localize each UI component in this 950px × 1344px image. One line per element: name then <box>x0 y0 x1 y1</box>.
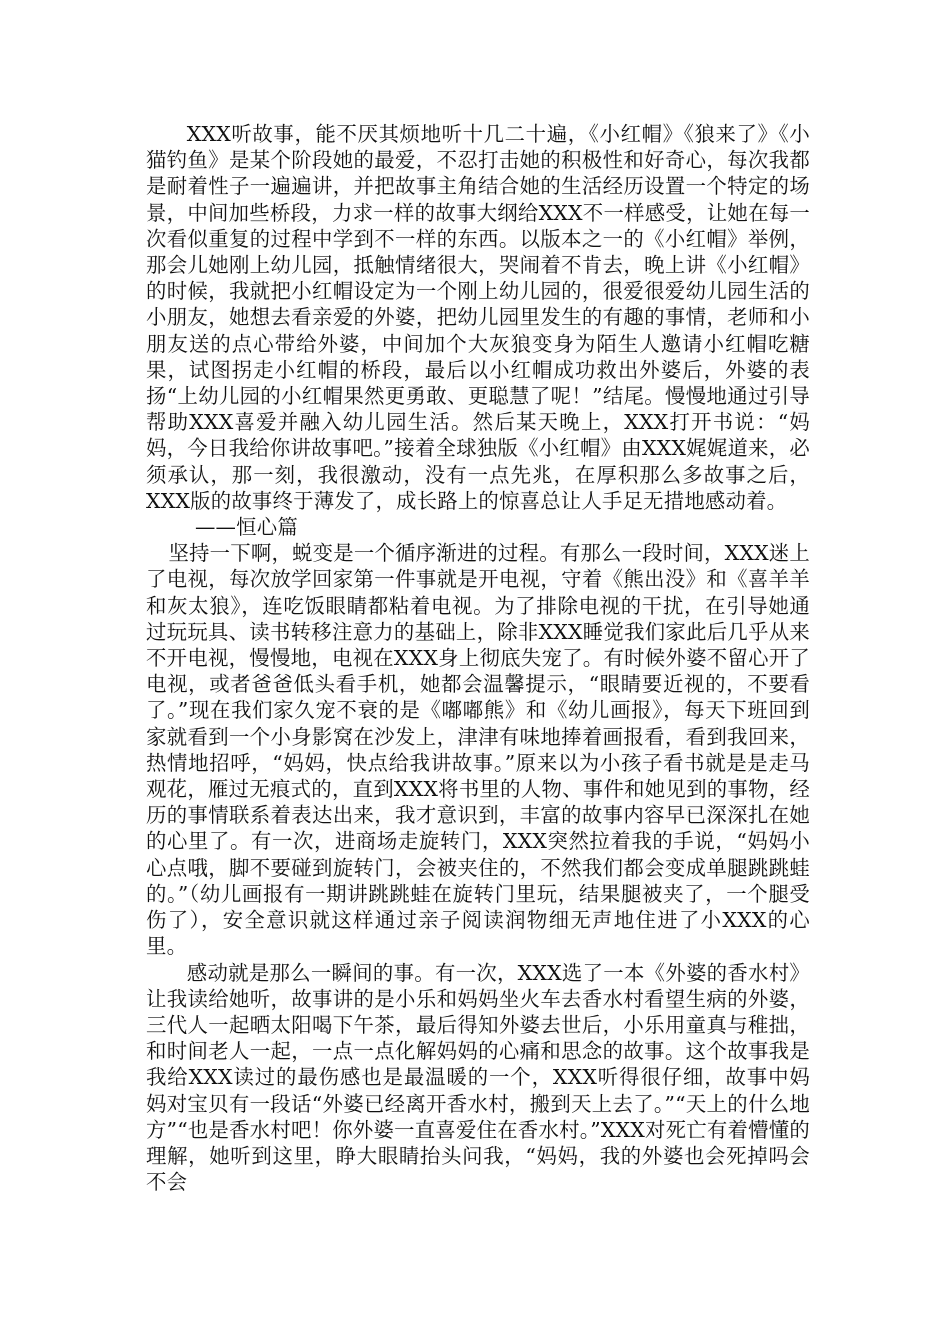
document-body <box>146 121 810 1195</box>
paragraph-moving-moment: 感动就是那么一瞬间的事。有一次，XXX选了一本《外婆的香水村》让我读给她听，故事讲的是小乐和妈妈坐火车去香水村看望生病的外婆，三代人一起晒太阳喝下午茶，最后得知外婆去世后，小乐用童真与稚拙，和时间老人一起，一点一点化解妈妈的心痛和思念的故事。这个故事我是我给XXX读过的最伤感也是最温暖的一个，XXX听得很仔细，故事中妈妈对宝贝有一段话“外婆已经离开香水村，搬到天上去了。”“天上的什么地方”“也是香水村吧！你外婆一直喜爱住在香水村。”XXX对死亡有着懵懂的理解，她听到这里，睁大眼睛抬头问我，“妈妈，我的外婆也会死掉吗会不会 <box>146 960 810 1195</box>
paragraph-storytelling: XXX听故事，能不厌其烦地听十几二十遍，《小红帽》《狼来了》《小猫钓鱼》是某个阶段她的最爱，不忍打击她的积极性和好奇心，每次我都是耐着性子一遍遍讲，并把故事主角结合她的生活经历设置一个特定的场景，中间加些桥段，力求一样的故事大纲给XXX不一样感受，让她在每一次看似重复的过程中学到不一样的东西。以版本之一的《小红帽》举例，那会儿她刚上幼儿园，抵触情绪很大，哭闹着不肯去，晚上讲《小红帽》的时候，我就把小红帽设定为一个刚上幼儿园的，很爱很爱幼儿园生活的小朋友，她想去看亲爱的外婆，把幼儿园里发生的有趣的事情，老师和小朋友送的点心带给外婆，中间加个大灰狼变身为陌生人邀请小红帽吃糖果，试图拐走小红帽的桥段，最后以小红帽成功救出外婆后，外婆的表扬“上幼儿园的小红帽果然更勇敢、更聪慧了呢！”结尾。慢慢地通过引导帮助XXX喜爱并融入幼儿园生活。然后某天晚上，XXX打开书说：“妈妈，今日我给你讲故事吧。”接着全球独版《小红帽》由XXX娓娓道来，必须承认，那一刻，我很激动，没有一点先兆，在厚积那么多故事之后，XXX版的故事终于薄发了，成长路上的惊喜总让人手足无措地感动着。 <box>146 122 810 513</box>
section-heading: ——恒心篇 <box>194 515 298 540</box>
paragraph-perseverance: 坚持一下啊，蜕变是一个循序渐进的过程。有那么一段时间，XXX迷上了电视，每次放学回家第一件事就是开电视，守着《熊出没》和《喜羊羊和灰太狼》，连吃饭眼睛都粘着电视。为了排除电视的干扰，在引导她通过玩玩具、读书转移注意力的基础上，除非XXX睡觉我们家此后几乎从来不开电视，慢慢地，电视在XXX身上彻底失宠了。有时候外婆不留心开了电视，或者爸爸低头看手机，她都会温馨提示，“眼睛要近视的，不要看了。”现在我们家久宠不衰的是《嘟嘟熊》和《幼儿画报》，每天下班回到家就看到一个小身影窝在沙发上，津津有味地捧着画报看，看到我回来，热情地招呼，“妈妈，快点给我讲故事。”原来以为小孩子看书就是是走马观花，雁过无痕式的，直到XXX将书里的人物、事件和她见到的事物，经历的事情联系着表达出来，我才意识到，丰富的故事内容早已深深扎在她的心里了。有一次，进商场走旋转门，XXX突然拉着我的手说，“妈妈小心点哦，脚不要碰到旋转门，会被夹住的，不然我们都会变成单腿跳跳蛙的。”（幼儿画报有一期讲跳跳蛙在旋转门里玩，结果腿被夹了，一个腿受伤了），安全意识就这样通过亲子阅读润物细无声地住进了小XXX的心里。 <box>146 541 810 959</box>
